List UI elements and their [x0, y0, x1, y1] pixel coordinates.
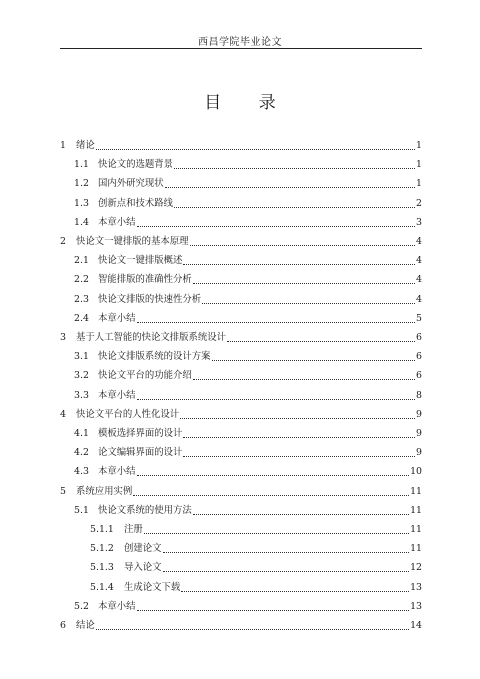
- toc-entry-page: 6: [416, 370, 422, 382]
- toc-entry-page: 11: [410, 543, 422, 555]
- toc-entry[interactable]: [74, 192, 422, 210]
- toc-entry-page: 11: [410, 524, 422, 535]
- toc-entry-page: 12: [410, 562, 422, 574]
- toc-entry-page: 11: [410, 485, 422, 497]
- toc-entry[interactable]: [60, 614, 422, 632]
- toc-entry-title: 快论文排版的快速性分析: [98, 293, 202, 305]
- toc-entry-page: 6: [416, 351, 422, 363]
- toc-entry-title: 快论文排版系统的设计方案: [98, 351, 211, 363]
- toc-entry[interactable]: [74, 384, 422, 402]
- toc-entry-title: 创新点和技术路线: [98, 197, 174, 209]
- toc-entry-page: 1: [416, 178, 422, 190]
- dot-leader: [165, 187, 415, 188]
- toc-entry-title: 快论文平台的人性化设计: [76, 408, 180, 420]
- toc-entry-title: 论文编辑界面的设计: [98, 447, 183, 459]
- toc-entry-page: 9: [416, 408, 422, 420]
- toc-entry-number: 2.3: [74, 293, 89, 305]
- dot-leader: [183, 456, 415, 457]
- toc-entry[interactable]: [74, 288, 422, 306]
- toc-entry-page: 13: [410, 581, 422, 593]
- toc-entry-page: 4: [416, 236, 422, 247]
- toc-entry[interactable]: [74, 345, 422, 363]
- toc-entry[interactable]: [90, 576, 422, 594]
- toc-entry-number: 2.4: [74, 312, 89, 324]
- toc-entry-number: 3.2: [74, 370, 89, 382]
- toc-entry-title: 绪论: [76, 140, 95, 151]
- toc-entry-title: 结论: [76, 620, 95, 631]
- dot-leader: [193, 514, 409, 515]
- dot-leader: [174, 207, 415, 208]
- toc-entry-number: 4: [60, 408, 66, 420]
- toc-entry-number: 4.1: [74, 428, 89, 439]
- toc-entry-page: 13: [410, 600, 422, 612]
- dot-leader: [183, 264, 415, 265]
- dot-leader: [212, 360, 416, 361]
- toc-entry-number: 2.2: [74, 274, 89, 286]
- dot-leader: [144, 533, 409, 534]
- toc-entry-page: 6: [416, 332, 422, 343]
- dot-leader: [96, 149, 415, 150]
- toc-entry-title: 快论文系统的使用方法: [98, 504, 192, 516]
- toc-entry-number: 3: [60, 332, 66, 343]
- dot-leader: [193, 379, 415, 380]
- toc-entry-page: 4: [416, 293, 422, 305]
- toc-entry-number: 4.3: [74, 466, 89, 478]
- dot-leader: [163, 571, 410, 572]
- toc-entry-title: 基于人工智能的快论文排版系统设计: [76, 332, 227, 343]
- toc-entry-page: 3: [416, 216, 422, 228]
- toc-entry[interactable]: [74, 364, 422, 382]
- toc-entry-title: 快论文的选题背景: [98, 159, 174, 171]
- toc-title: 目 录: [204, 93, 292, 113]
- toc-entry-title: 智能排版的准确性分析: [98, 274, 192, 286]
- dot-leader: [193, 283, 415, 284]
- toc-entry-page: 4: [416, 274, 422, 286]
- toc-entry-number: 3.1: [74, 351, 89, 363]
- toc-entry[interactable]: [74, 153, 422, 171]
- toc-entry-number: 2: [60, 236, 66, 247]
- toc-entry-title: 快论文一键排版概述: [98, 255, 183, 267]
- toc-entry[interactable]: [90, 556, 422, 574]
- dot-leader: [227, 341, 415, 342]
- toc-entry-title: 快论文平台的功能介绍: [98, 370, 192, 382]
- toc-entry-page: 9: [416, 447, 422, 459]
- toc-entry-title: 创建论文: [124, 543, 162, 555]
- toc-entry[interactable]: [74, 595, 422, 613]
- toc-entry-number: 3.3: [74, 389, 89, 401]
- toc-entry-page: 9: [416, 428, 422, 439]
- toc-entry-title: 生成论文下载: [124, 581, 181, 593]
- toc-entry[interactable]: [74, 441, 422, 459]
- toc-entry-page: 2: [416, 197, 422, 209]
- dot-leader: [137, 226, 416, 227]
- toc-entry-title: 本章小结: [98, 216, 136, 228]
- toc-entry[interactable]: [74, 172, 422, 190]
- dot-leader: [137, 399, 416, 400]
- toc-entry-page: 10: [410, 466, 422, 478]
- toc-entry-title: 导入论文: [124, 562, 162, 574]
- toc-entry-page: 4: [416, 255, 422, 267]
- toc-entry-number: 5.1.2: [90, 543, 114, 555]
- dot-leader: [96, 629, 409, 630]
- toc-entry[interactable]: [60, 134, 422, 152]
- toc-entry-title: 本章小结: [98, 389, 136, 401]
- toc-entry-number: 1.1: [74, 159, 89, 171]
- toc-entry-title: 本章小结: [98, 466, 136, 478]
- toc-entry-number: 5.1: [74, 504, 89, 516]
- toc-entry-title: 本章小结: [98, 600, 136, 612]
- running-header: 西昌学院毕业论文: [198, 37, 282, 48]
- toc-entry[interactable]: [74, 268, 422, 286]
- toc-entry[interactable]: [60, 403, 422, 421]
- toc-entry-number: 1.3: [74, 197, 89, 209]
- toc-entry-number: 2.1: [74, 255, 89, 267]
- toc-entry-number: 5.2: [74, 600, 89, 612]
- toc-entry[interactable]: [74, 499, 422, 517]
- header-rule: [60, 48, 422, 49]
- toc-entry[interactable]: [90, 518, 422, 536]
- toc-entry[interactable]: [90, 537, 422, 555]
- toc-entry-number: 5.1.3: [90, 562, 114, 574]
- toc-entry-number: 4.2: [74, 447, 89, 459]
- dot-leader: [174, 168, 415, 169]
- toc-entry[interactable]: [74, 249, 422, 267]
- toc-entry-number: 5.1.4: [90, 581, 114, 593]
- toc-entry-number: 1.2: [74, 178, 89, 190]
- toc-entry-number: 5: [60, 485, 66, 497]
- toc-entry-page: 5: [416, 312, 422, 324]
- dot-leader: [137, 475, 410, 476]
- dot-leader: [202, 303, 415, 304]
- toc-entry-title: 注册: [124, 524, 143, 535]
- dot-leader: [181, 591, 409, 592]
- toc-entry-page: 8: [416, 389, 422, 401]
- dot-leader: [137, 322, 416, 323]
- toc-entry[interactable]: [74, 211, 422, 229]
- toc-entry-page: 14: [410, 620, 422, 631]
- toc-entry[interactable]: [60, 326, 422, 344]
- toc-entry-page: 1: [416, 140, 422, 151]
- dot-leader: [133, 495, 409, 496]
- dot-leader: [190, 245, 416, 246]
- dot-leader: [180, 418, 415, 419]
- toc-entry-page: 1: [416, 159, 422, 171]
- toc-entry-number: 6: [60, 620, 66, 631]
- toc-entry[interactable]: [60, 230, 422, 248]
- dot-leader: [183, 437, 415, 438]
- toc-entry-title: 快论文一键排版的基本原理: [76, 236, 189, 247]
- toc-entry-title: 国内外研究现状: [98, 178, 164, 190]
- toc-entry-page: 11: [410, 504, 422, 516]
- toc-entry-title: 模板选择界面的设计: [98, 428, 183, 439]
- toc-entry-title: 本章小结: [98, 312, 136, 324]
- toc-entry-number: 1: [60, 140, 66, 151]
- toc-entry[interactable]: [74, 460, 422, 478]
- toc-entry[interactable]: [74, 422, 422, 440]
- dot-leader: [137, 610, 410, 611]
- dot-leader: [163, 552, 410, 553]
- toc-entry-number: 5.1.1: [90, 524, 114, 535]
- toc-entry-title: 系统应用实例: [76, 485, 133, 497]
- toc-entry[interactable]: [60, 480, 422, 498]
- toc-entry-number: 1.4: [74, 216, 89, 228]
- toc-entry[interactable]: [74, 307, 422, 325]
